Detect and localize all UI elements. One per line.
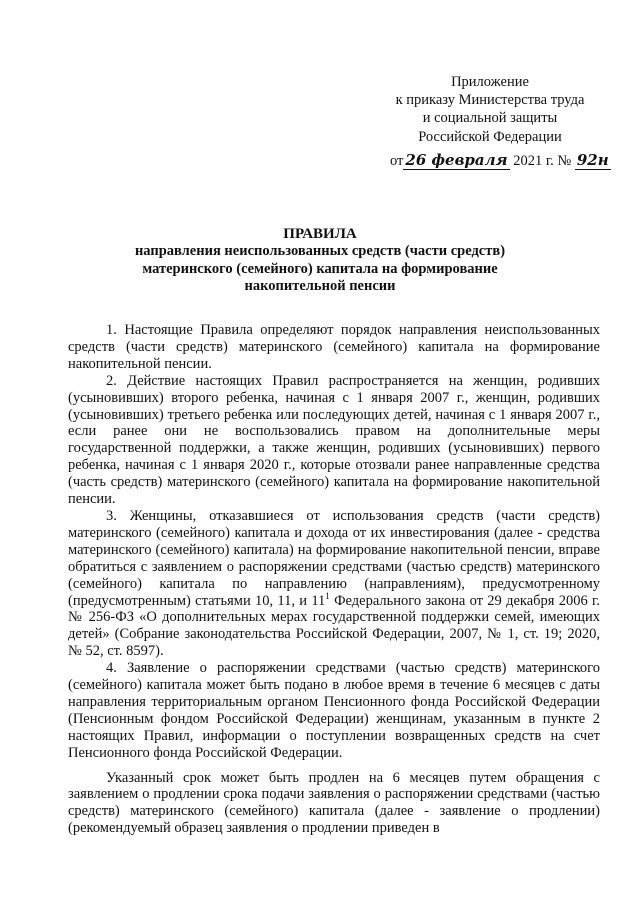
annex-line: к приказу Министерства труда bbox=[395, 92, 585, 109]
annex-line: Приложение bbox=[451, 74, 529, 90]
handwritten-date: 26 февраля bbox=[405, 151, 508, 169]
order-date-number bbox=[390, 150, 620, 171]
annex-header bbox=[370, 73, 610, 146]
document-body bbox=[68, 322, 600, 837]
date-prefix: от bbox=[390, 153, 404, 169]
paragraph-4: 4. Заявление о распоряжении средствами (частью средств) материнского (семейного) капитала может быть подано в любое время в течение 6 месяцев с даты направления территориальным органом Пенсионного фонда Российской Федерации (Пенсионным фондом Российской Федерации) женщинам, указанным в пункте 2 настоящих Правил, информации о поступлении возвращенных средств на счет Пенсионного фонда Российской Федерации. bbox=[68, 660, 600, 761]
handwritten-number: 92н bbox=[576, 151, 609, 169]
title-subtitle-line: материнского (семейного) капитала на формирование bbox=[142, 260, 498, 277]
title-subtitle-line: направления неиспользованных средств (части средств) bbox=[134, 243, 506, 260]
paragraph-5: Указанный срок может быть продлен на 6 месяцев путем обращения с заявлением о продлении срока подачи заявления о распоряжении средствами (частью средств) материнского (семейного) капитала (далее - заявление о продлении) (рекомендуемый образец заявления о продлении приведен в bbox=[68, 769, 600, 837]
date-year: 2021 г. № bbox=[513, 153, 572, 169]
paragraph-2: 2. Действие настоящих Правил распространяется на женщин, родивших (усыновивших) второго ребенка, начиная с 1 января 2007 г., женщин, родивших (усыновивших) третьего ребенка или последующих детей, начиная с 1 января 2007 г., если ранее они не воспользовались правом на дополнительные меры государственной поддержки, а также женщин, родивших (усыновивших) первого ребенка, начиная с 1 января 2020 г., которые отозвали ранее направленные средства (часть средств) материнского (семейного) капитала на формирование накопительной пенсии. bbox=[68, 372, 600, 508]
superscript: 1 bbox=[325, 590, 330, 601]
paragraph-1: 1. Настоящие Правила определяют порядок направления неиспользованных средств (части средств) материнского (семейного) капитала на формирование накопительной пенсии. bbox=[68, 322, 600, 372]
annex-line: Российской Федерации bbox=[418, 128, 562, 145]
paragraph-3 bbox=[68, 508, 600, 660]
title-subtitle-line: накопительной пенсии bbox=[244, 277, 396, 294]
document-title bbox=[110, 226, 530, 295]
paragraph-3-text-a: 3. Женщины, отказавшиеся от использования средств (части средств) материнского (семейного) капитала и дохода от их инвестирования (далее - средства материнского (семейного) капитала) на формирование накопительной пенсии, вправе обратиться с заявлением о распоряжении средствами (частью средств) материнского (семейного) капитала по направлению (направлениям), предусмотренному (предусмотренным) статьями 10, 11, и 11 bbox=[68, 507, 600, 609]
paragraph-3-text-b: Федерального закона от 29 декабря 2006 г. № 256-ФЗ «О дополнительных мерах государственной поддержки семей, имеющих детей» (Собрание законодательства Российской Федерации, 2007, № 1, ст. 19; 2020, № 52, ст. 8597). bbox=[68, 592, 600, 660]
annex-line: и социальной защиты bbox=[422, 110, 558, 127]
title-main: ПРАВИЛА bbox=[283, 226, 357, 242]
